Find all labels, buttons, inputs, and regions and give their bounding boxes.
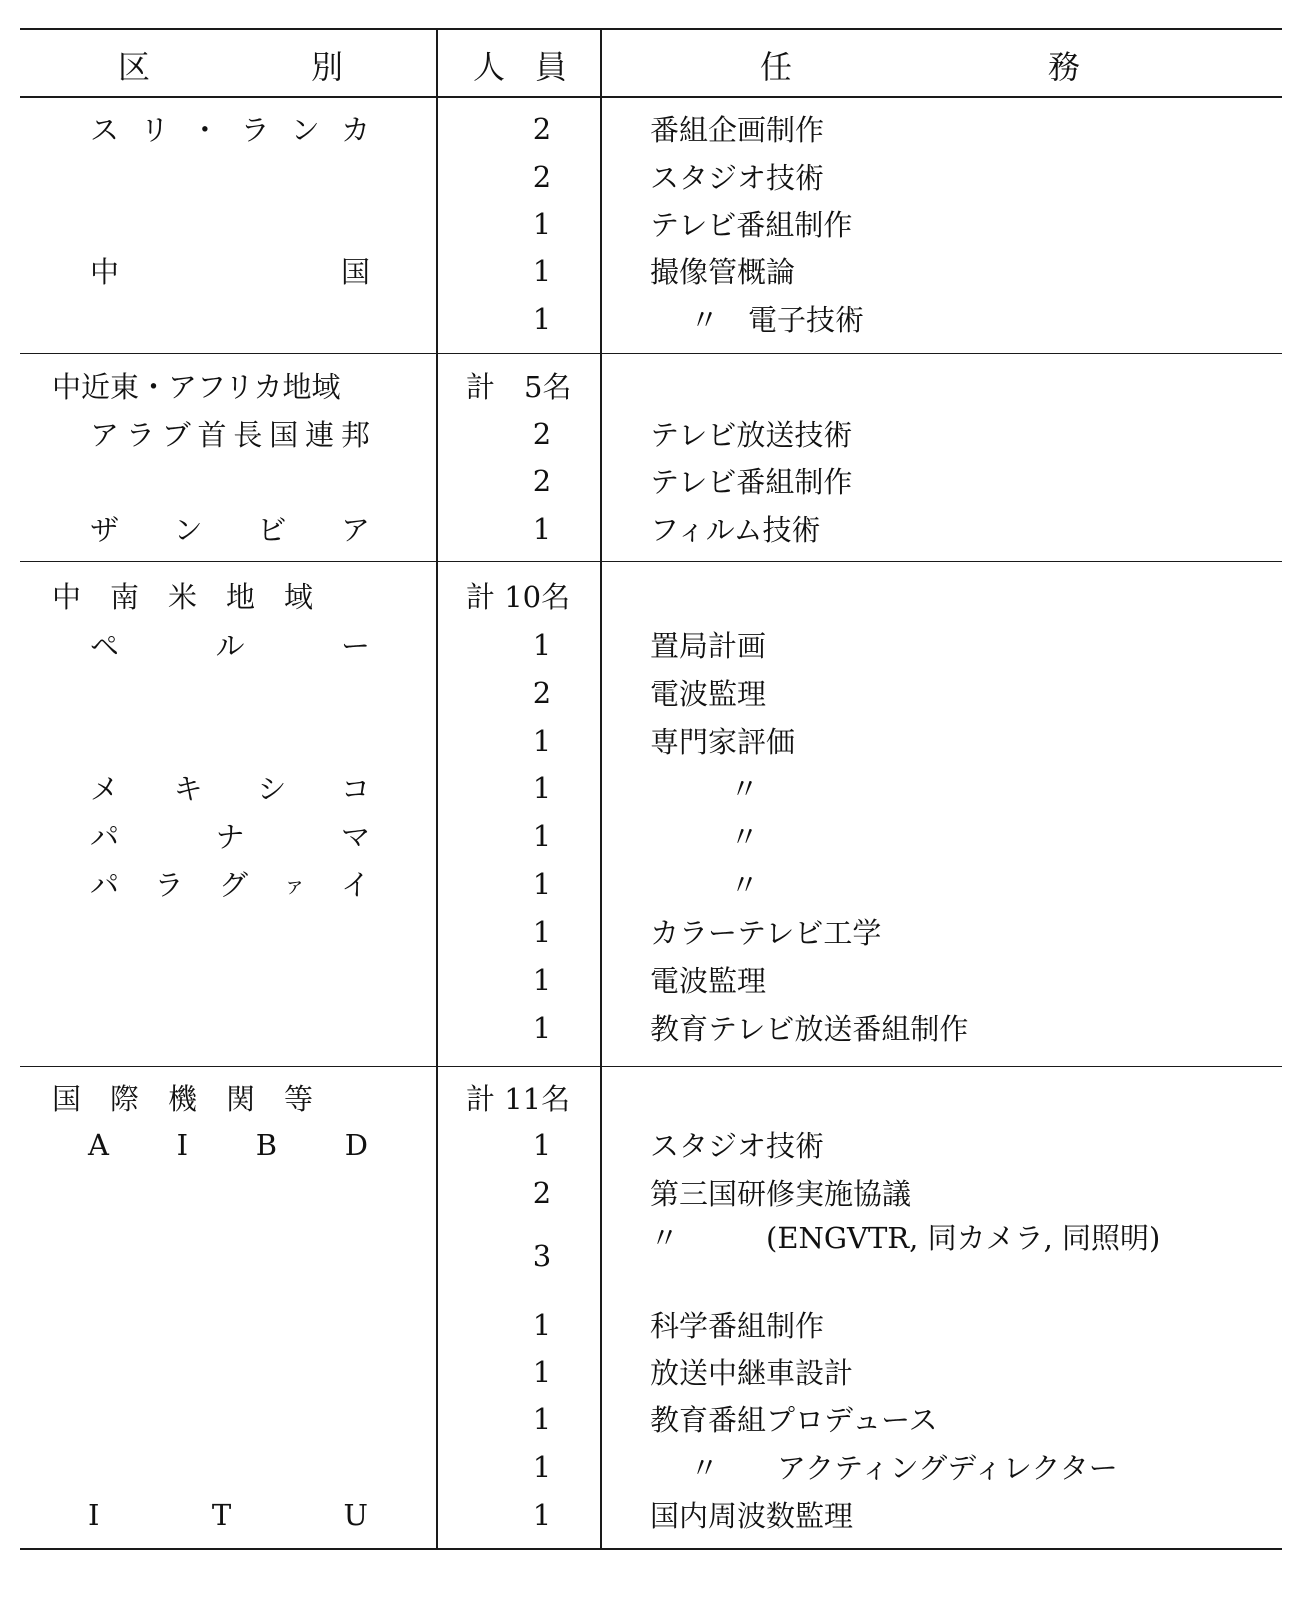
person-count: 3 bbox=[532, 1239, 552, 1273]
country-name-char: リ bbox=[140, 113, 170, 147]
region-row bbox=[0, 361, 1297, 410]
header-count bbox=[455, 36, 585, 94]
person-count: 2 bbox=[532, 159, 552, 194]
country-name bbox=[90, 246, 370, 295]
person-count: 1 bbox=[532, 723, 552, 758]
person-count: 1 bbox=[532, 1354, 552, 1389]
table-row bbox=[0, 955, 1297, 1004]
person-count: 1 bbox=[532, 962, 552, 997]
table-row bbox=[0, 716, 1297, 765]
country-name bbox=[90, 763, 370, 812]
table-row bbox=[0, 859, 1297, 908]
country-name-char: ン bbox=[290, 113, 320, 147]
person-count: 1 bbox=[532, 1127, 552, 1162]
count-cell bbox=[452, 504, 620, 553]
section-rule bbox=[20, 1066, 1282, 1067]
header-count-char: 員 bbox=[535, 48, 568, 86]
header-task-char: 任 bbox=[760, 48, 793, 86]
task-text: 教育番組プロデュース bbox=[650, 1403, 938, 1437]
person-count: 1 bbox=[532, 1401, 552, 1436]
task-text: 教育テレビ放送番組制作 bbox=[650, 1012, 969, 1046]
table-bottom-rule bbox=[20, 1548, 1282, 1550]
count-cell bbox=[452, 955, 620, 1004]
task-text: 専門家評価 bbox=[650, 725, 796, 759]
count-cell bbox=[452, 859, 620, 908]
country-name-char: ァ bbox=[283, 874, 306, 899]
count-cell bbox=[452, 152, 620, 201]
count-cell bbox=[452, 811, 620, 860]
country-name-char: 国 bbox=[269, 418, 299, 452]
table-row bbox=[0, 1168, 1297, 1217]
region-total: 計 10名 bbox=[466, 580, 571, 614]
task-text: 電波監理 bbox=[650, 677, 767, 711]
count-cell bbox=[452, 1394, 620, 1443]
region-name: 中近東・アフリカ地域 bbox=[52, 370, 341, 404]
table-row bbox=[0, 152, 1297, 201]
person-count: 1 bbox=[532, 301, 552, 336]
country-name-char: ペ bbox=[90, 629, 120, 663]
country-name-char: パ bbox=[90, 868, 120, 902]
country-name-char: パ bbox=[90, 820, 120, 854]
country-name-char: B bbox=[255, 1127, 278, 1162]
country-name-char: シ bbox=[257, 772, 287, 806]
task-text: テレビ放送技術 bbox=[650, 418, 853, 452]
table-row bbox=[0, 668, 1297, 717]
section-rule bbox=[20, 561, 1282, 562]
person-count: 2 bbox=[532, 416, 552, 451]
table-row bbox=[0, 1120, 1297, 1169]
country-name-char: ラ bbox=[125, 418, 155, 452]
country-name-char: キ bbox=[173, 772, 203, 806]
count-cell bbox=[452, 104, 620, 153]
header-category-char: 区 bbox=[118, 48, 151, 86]
table-row bbox=[0, 1217, 1297, 1295]
country-name-char: 長 bbox=[233, 418, 263, 452]
task-text: 科学番組制作 bbox=[650, 1309, 825, 1343]
country-name-char: ナ bbox=[215, 820, 245, 854]
header-category-char: 別 bbox=[310, 48, 343, 86]
task-text: 電波監理 bbox=[650, 964, 767, 998]
country-name-char: ル bbox=[215, 629, 245, 663]
task-text: カラーテレビ工学 bbox=[650, 916, 882, 950]
country-name-char: 国 bbox=[340, 255, 370, 289]
country-name-char: マ bbox=[340, 820, 370, 854]
table-row bbox=[0, 456, 1297, 505]
table-row bbox=[0, 504, 1297, 553]
person-count: 2 bbox=[532, 463, 552, 498]
count-cell bbox=[452, 763, 620, 812]
count-cell bbox=[452, 1120, 620, 1169]
count-cell bbox=[452, 199, 620, 248]
country-name-char: イ bbox=[340, 868, 370, 902]
country-name-char: 中 bbox=[90, 255, 120, 289]
task-text: 置局計画 bbox=[650, 629, 767, 663]
task-text: 番組企画制作 bbox=[650, 113, 825, 147]
region-row bbox=[0, 571, 1297, 620]
country-name-char: I bbox=[88, 1497, 100, 1532]
person-count: 1 bbox=[532, 818, 552, 853]
count-cell bbox=[452, 1073, 620, 1122]
person-count: 1 bbox=[532, 511, 552, 546]
country-name-char: U bbox=[343, 1497, 368, 1532]
count-cell bbox=[452, 1347, 620, 1396]
table-row bbox=[0, 1490, 1297, 1539]
person-count: 1 bbox=[532, 770, 552, 805]
task-text: テレビ番組制作 bbox=[650, 465, 853, 499]
table-row bbox=[0, 1347, 1297, 1396]
country-name-char: ス bbox=[90, 113, 120, 147]
count-cell bbox=[452, 294, 620, 343]
person-count: 1 bbox=[532, 914, 552, 949]
country-name bbox=[90, 620, 370, 669]
person-count: 1 bbox=[532, 1497, 552, 1532]
region-row bbox=[0, 1073, 1297, 1122]
country-name-char: 連 bbox=[305, 418, 335, 452]
country-name bbox=[88, 1120, 368, 1169]
table-row bbox=[0, 1300, 1297, 1349]
country-name bbox=[90, 409, 370, 458]
country-name-char: T bbox=[211, 1497, 232, 1532]
person-count: 1 bbox=[532, 627, 552, 662]
table-row bbox=[0, 620, 1297, 669]
header-task-char: 務 bbox=[1047, 48, 1080, 86]
person-count: 1 bbox=[532, 206, 552, 241]
table-row bbox=[0, 294, 1297, 343]
table-row bbox=[0, 1003, 1297, 1052]
task-text: 〃 アクティングディレクター bbox=[690, 1451, 1118, 1485]
task-text: 国内周波数監理 bbox=[650, 1499, 854, 1533]
country-name bbox=[90, 811, 370, 860]
country-name-char: D bbox=[344, 1127, 368, 1162]
task-text: 第三国研修実施協議 bbox=[650, 1177, 912, 1211]
country-name-char: A bbox=[88, 1127, 109, 1162]
table-row bbox=[0, 104, 1297, 153]
count-cell bbox=[452, 1490, 620, 1539]
country-name-char: メ bbox=[90, 772, 120, 806]
country-name-char: コ bbox=[340, 772, 370, 806]
table-row bbox=[0, 811, 1297, 860]
country-name-char: 首 bbox=[197, 418, 227, 452]
table-top-rule bbox=[20, 28, 1282, 30]
task-text: 〃 bbox=[730, 820, 760, 854]
country-name-char: ブ bbox=[161, 418, 191, 452]
count-cell bbox=[452, 1442, 620, 1491]
region-total: 計 11名 bbox=[466, 1082, 571, 1116]
country-name-char: 邦 bbox=[340, 418, 370, 452]
count-cell bbox=[452, 456, 620, 505]
country-name-char: カ bbox=[340, 113, 370, 147]
count-cell bbox=[452, 716, 620, 765]
table-row bbox=[0, 763, 1297, 812]
country-name-char: ラ bbox=[154, 868, 184, 902]
header-bottom-rule bbox=[20, 96, 1282, 98]
country-name-char: ・ bbox=[190, 113, 220, 147]
region-name: 国 際 機 関 等 bbox=[52, 1082, 314, 1116]
section-rule bbox=[20, 353, 1282, 354]
task-text: スタジオ技術 bbox=[650, 1129, 825, 1163]
header-task bbox=[760, 36, 1080, 94]
country-name-char: ア bbox=[340, 513, 370, 547]
table-row bbox=[0, 1442, 1297, 1491]
country-name-char: ン bbox=[173, 513, 203, 547]
person-count: 1 bbox=[532, 1449, 552, 1484]
count-cell bbox=[452, 1217, 620, 1295]
person-count: 1 bbox=[532, 866, 552, 901]
country-name bbox=[90, 104, 370, 153]
country-name-char: ビ bbox=[257, 513, 287, 547]
task-text: テレビ番組制作 bbox=[650, 208, 853, 242]
country-name-char: ア bbox=[90, 418, 120, 452]
person-count: 1 bbox=[532, 1010, 552, 1045]
person-count: 2 bbox=[532, 111, 552, 146]
header-count-char: 人 bbox=[472, 48, 505, 86]
table-row bbox=[0, 246, 1297, 295]
task-text: 〃 (ENGVTR, 同カメラ, 同照明) bbox=[650, 1221, 1161, 1255]
task-text: 〃 電子技術 bbox=[690, 303, 865, 337]
task-text: 〃 bbox=[730, 772, 760, 806]
count-cell bbox=[452, 620, 620, 669]
task-text: スタジオ技術 bbox=[650, 161, 825, 195]
country-name bbox=[90, 859, 370, 908]
count-cell bbox=[452, 668, 620, 717]
region-name: 中 南 米 地 域 bbox=[52, 580, 314, 614]
country-name-char: I bbox=[176, 1127, 189, 1162]
count-cell bbox=[452, 1003, 620, 1052]
country-name bbox=[90, 504, 370, 553]
person-count: 2 bbox=[532, 675, 552, 710]
country-name bbox=[88, 1490, 368, 1539]
country-name-char: ザ bbox=[90, 513, 120, 547]
header-category bbox=[118, 36, 343, 94]
count-cell bbox=[452, 1168, 620, 1217]
person-count: 1 bbox=[532, 1307, 552, 1342]
count-cell bbox=[452, 246, 620, 295]
table-row bbox=[0, 907, 1297, 956]
region-total: 計 5名 bbox=[466, 370, 572, 404]
task-text: フィルム技術 bbox=[650, 513, 821, 547]
country-name-char: ー bbox=[340, 629, 370, 663]
count-cell bbox=[452, 571, 620, 620]
country-name-char: グ bbox=[218, 868, 248, 902]
count-cell bbox=[452, 907, 620, 956]
task-text: 撮像管概論 bbox=[650, 255, 796, 289]
task-text: 〃 bbox=[730, 868, 760, 902]
country-name-char: ラ bbox=[240, 113, 270, 147]
count-cell bbox=[452, 1300, 620, 1349]
count-cell bbox=[452, 409, 620, 458]
table-row bbox=[0, 1394, 1297, 1443]
person-count: 2 bbox=[532, 1175, 552, 1210]
table-row bbox=[0, 409, 1297, 458]
task-text: 放送中継車設計 bbox=[650, 1356, 854, 1390]
table-row bbox=[0, 199, 1297, 248]
count-cell bbox=[452, 361, 620, 410]
person-count: 1 bbox=[532, 253, 552, 288]
